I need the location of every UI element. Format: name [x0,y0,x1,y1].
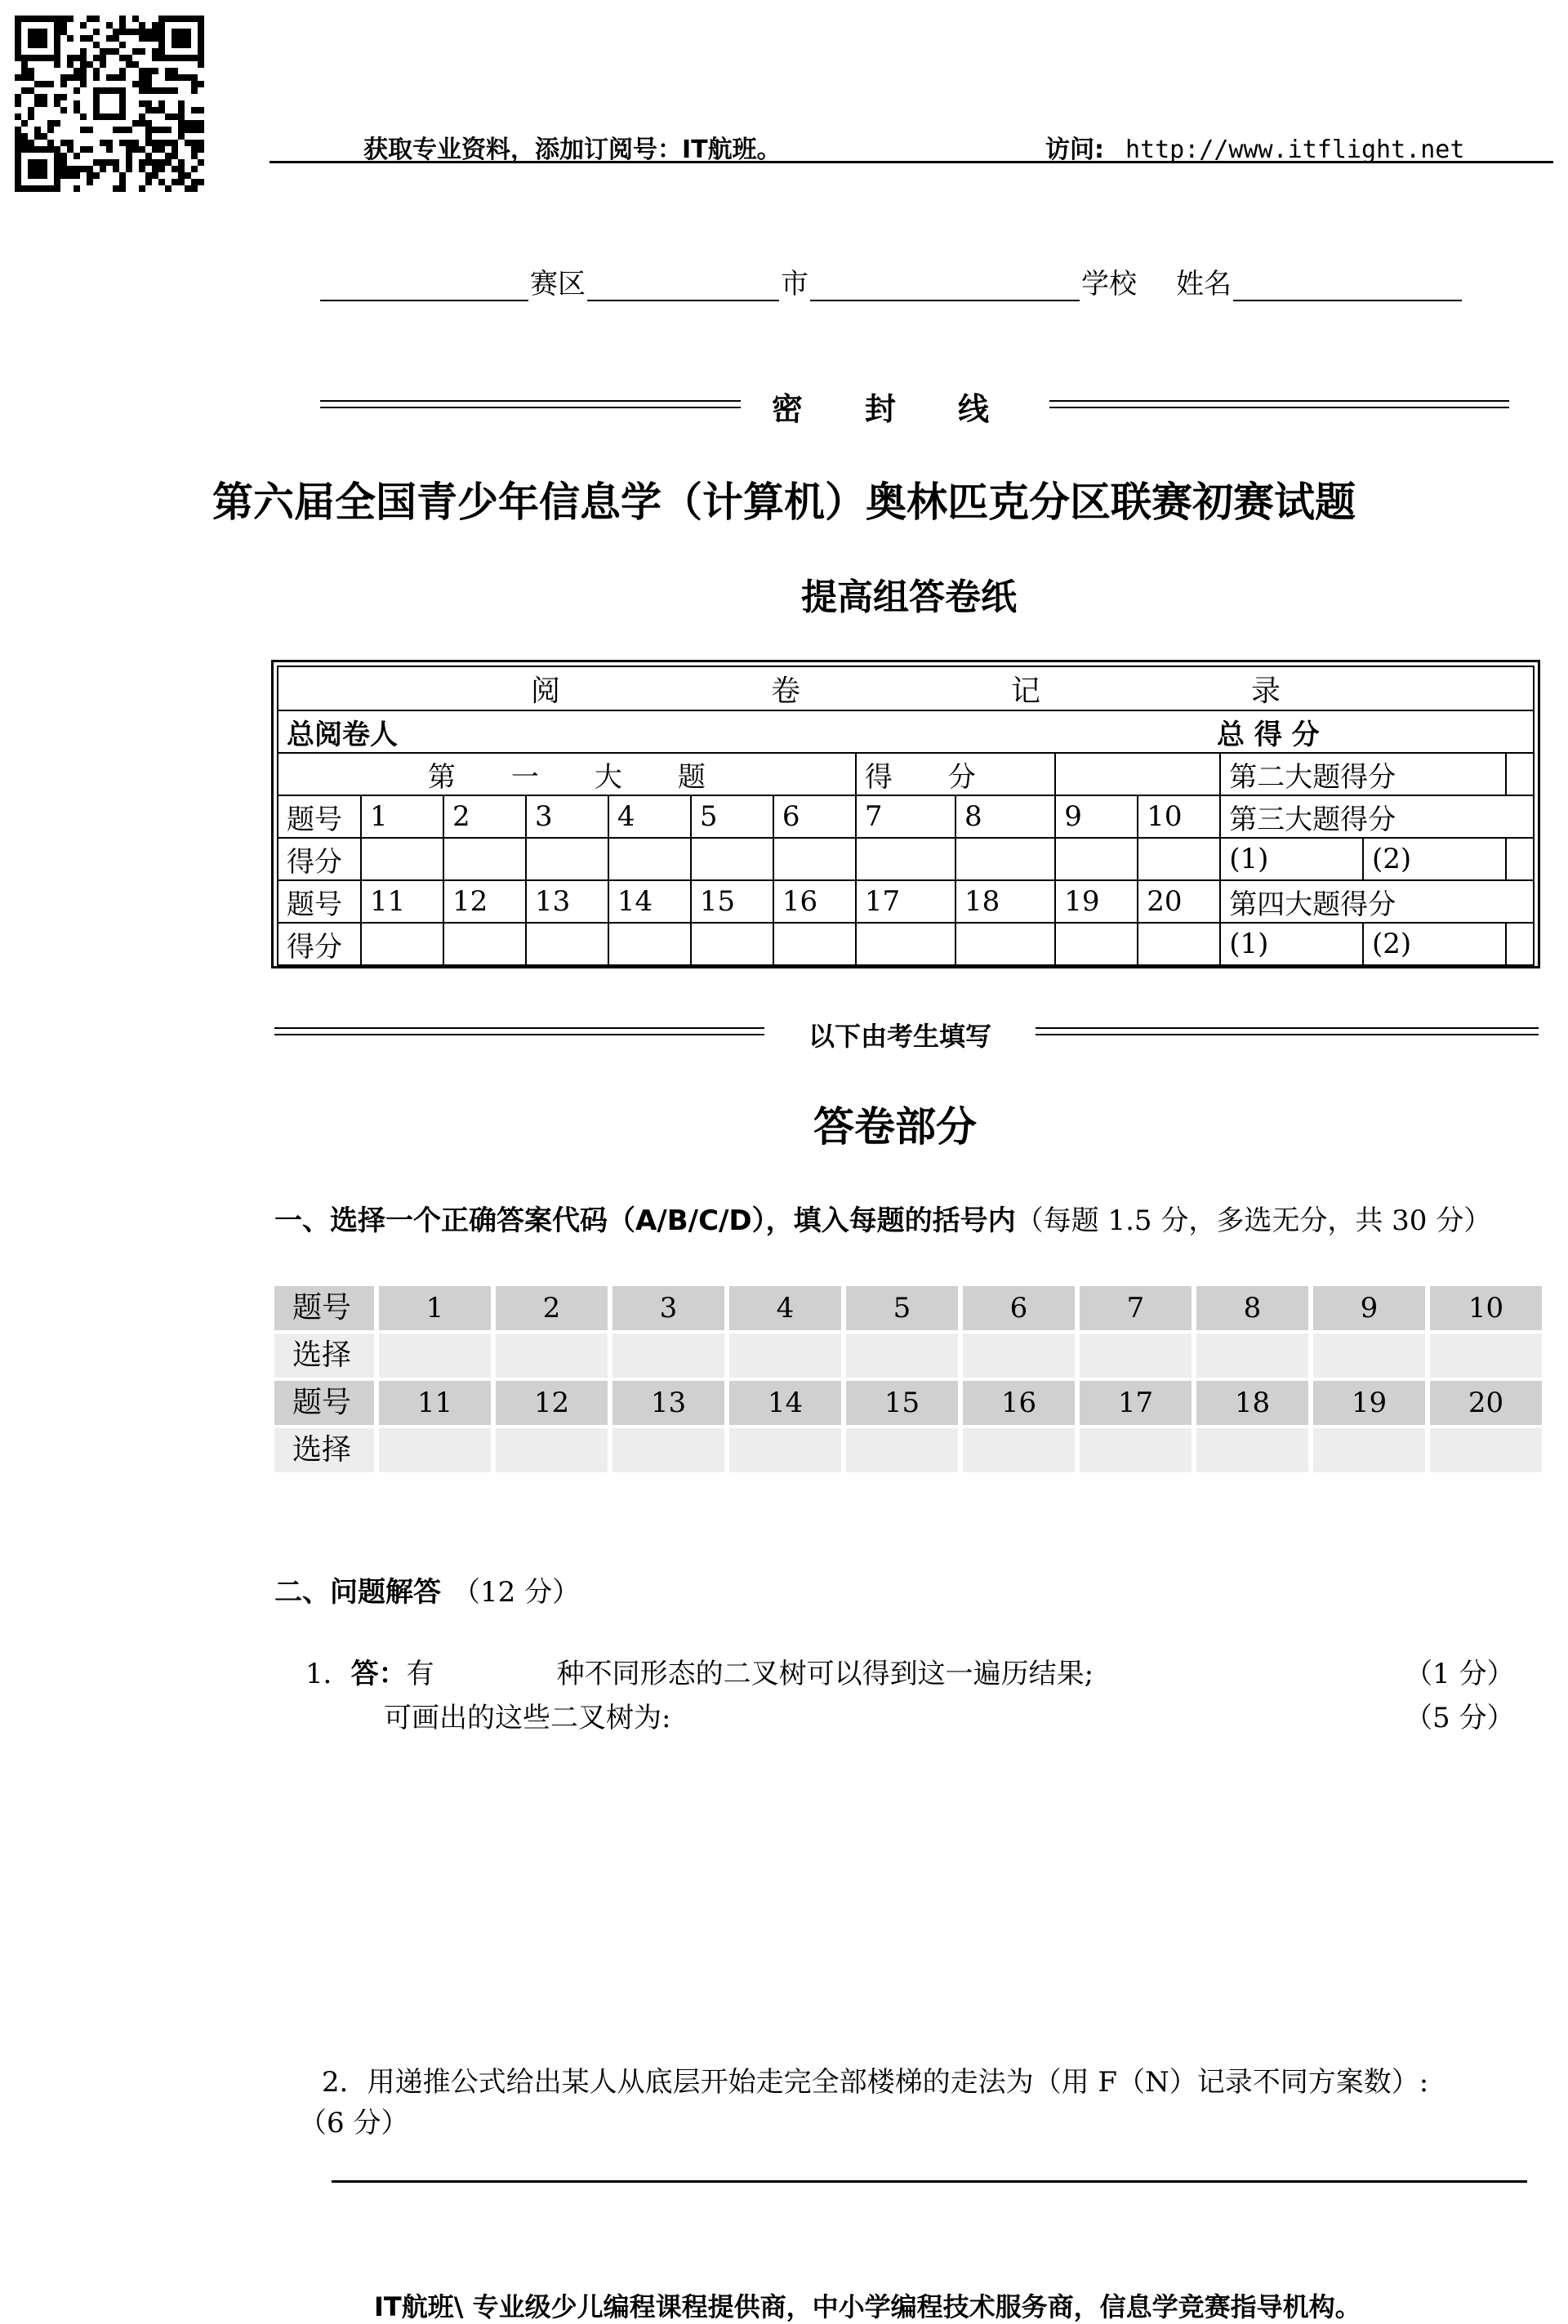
city-blank[interactable] [587,267,779,301]
record-score-cell[interactable] [1055,923,1138,965]
record-header-row [278,666,1534,710]
q-number-cell: 13 [612,1381,724,1425]
record-q-cell: 14 [608,880,691,923]
record-table-frame [271,660,1540,968]
q-number-cell: 19 [1313,1381,1425,1425]
header-rule [270,161,1553,163]
q-number-cell: 15 [846,1381,958,1425]
choice-cell[interactable] [1196,1428,1308,1472]
q2-answer-line[interactable] [332,2180,1527,2183]
visit-label: 访问: [1045,136,1104,164]
qr-code [15,15,204,193]
record-score-cell[interactable] [1138,838,1220,880]
record-score-cell[interactable] [856,838,956,880]
choice-cell[interactable] [612,1428,724,1472]
q-number-cell: 12 [496,1381,608,1425]
record-q-cell: 12 [443,880,526,923]
q-number-cell: 8 [1196,1286,1308,1330]
section1-heading [274,1198,1491,1238]
header-right [1045,129,1464,165]
choice-label: 选择 [274,1428,374,1472]
choice-cell[interactable] [1313,1333,1425,1378]
part4-label: 第四大题得分 [1220,880,1534,923]
q-number-cell: 7 [1080,1286,1192,1330]
record-q-cell: 5 [691,795,773,838]
total-score-label: 总 得 分 [1217,718,1320,751]
record-score-cell[interactable] [691,838,773,880]
record-header-4: 录 [1250,674,1281,708]
q2-text: 2．用递推公式给出某人从底层开始走完全部楼梯的走法为（用 F（N）记录不同方案数）: [322,2066,1429,2099]
record-score-cell[interactable] [956,923,1055,965]
seal-rule-right [1049,400,1509,408]
q1-text-a: 有 [406,1658,434,1690]
row-q-label: 题号 [278,880,361,923]
info-line [320,261,1462,301]
record-score-cell[interactable] [856,923,956,965]
school-blank[interactable] [810,267,1080,301]
region-blank[interactable] [320,267,528,301]
header-url[interactable]: http://www.itflight.net [1125,136,1465,164]
record-s-row-2 [278,923,1534,965]
part1-label: 第 一 大 题 [278,753,856,795]
q1-line [305,1651,1094,1691]
choice-cell[interactable] [963,1428,1075,1472]
choice-label: 选择 [274,1333,374,1378]
record-score-cell[interactable] [1138,923,1220,965]
q-number-cell: 20 [1430,1381,1542,1425]
section1-heading-rest: （每题 1.5 分，多选无分，共 30 分） [1015,1204,1492,1237]
record-q-cell: 3 [526,795,608,838]
answer-q-row-1 [274,1286,1542,1330]
fill-rule-left [274,1027,764,1035]
section2-heading-bold: 二、问题解答 [274,1576,441,1609]
part2-score-cell[interactable] [1506,753,1534,795]
q-number-cell: 1 [379,1286,491,1330]
choice-cell[interactable] [1313,1428,1425,1472]
footer-text: IT航班\ 专业级少儿编程课程提供商，中小学编程技术服务商，信息学竞赛指导机构。 [374,2291,1361,2322]
part4-sub1-label: (1) [1220,923,1363,965]
region-label: 赛区 [530,268,586,301]
choice-cell[interactable] [379,1428,491,1472]
q-number-cell: 9 [1313,1286,1425,1330]
record-q-cell: 13 [526,880,608,923]
record-score-cell[interactable] [691,923,773,965]
record-q-cell: 20 [1138,880,1220,923]
record-score-cell[interactable] [361,923,443,965]
q-number-cell: 18 [1196,1381,1308,1425]
choice-cell[interactable] [1080,1428,1192,1472]
choice-cell[interactable] [846,1333,958,1378]
section2-heading [274,1569,580,1609]
q-number-cell: 4 [729,1286,841,1330]
record-q-cell: 15 [691,880,773,923]
part3-sub1-label: (1) [1220,838,1363,880]
choice-cell[interactable] [846,1428,958,1472]
record-q-cell: 19 [1055,880,1138,923]
record-q-cell: 6 [773,795,856,838]
fill-rule-right [1036,1027,1539,1035]
part4-sub2-label: (2) [1363,923,1506,965]
choice-cell[interactable] [729,1428,841,1472]
choice-cell[interactable] [1196,1333,1308,1378]
record-score-cell[interactable] [443,838,526,880]
choice-cell[interactable] [1080,1333,1192,1378]
q-label: 题号 [274,1286,374,1330]
q-label: 题号 [274,1381,374,1425]
q1-points: （1 分） [1405,1658,1515,1690]
record-score-cell[interactable] [443,923,526,965]
seal-rule-left [320,400,741,408]
record-table [277,666,1535,966]
record-q-cell: 10 [1138,795,1220,838]
record-q-cell: 11 [361,880,443,923]
school-label: 学校 [1081,268,1137,301]
part1-score-cell[interactable] [1055,753,1220,795]
part3-sub2-label: (2) [1363,838,1506,880]
part1-score-label: 得 分 [856,753,1055,795]
record-score-cell[interactable] [773,923,856,965]
name-label: 姓名 [1176,268,1232,301]
total-reviewer-label: 总阅卷人 [287,718,398,751]
q-number-cell: 10 [1430,1286,1542,1330]
record-score-cell[interactable] [361,838,443,880]
record-q-cell: 2 [443,795,526,838]
record-header-2: 卷 [770,674,800,708]
qr-code-graphic [15,15,204,193]
q1-points2: （5 分） [1405,1702,1515,1734]
q-number-cell: 17 [1080,1381,1192,1425]
record-header-3: 记 [1010,674,1040,708]
q-number-cell: 2 [496,1286,608,1330]
choice-cell[interactable] [612,1333,724,1378]
q-number-cell: 16 [963,1381,1075,1425]
choice-cell[interactable] [496,1428,608,1472]
record-q-cell: 16 [773,880,856,923]
seal-line-label: 密 封 线 [772,391,990,427]
choice-cell[interactable] [963,1333,1075,1378]
record-q-cell: 7 [856,795,956,838]
q-number-cell: 11 [379,1381,491,1425]
record-score-cell[interactable] [1055,838,1138,880]
row-s-label: 得分 [278,838,361,880]
choice-cell[interactable] [496,1333,608,1378]
record-q-cell: 18 [956,880,1055,923]
row-s-label: 得分 [278,923,361,965]
q1-line2: 可画出的这些二叉树为: [384,1702,671,1734]
record-q-cell: 4 [608,795,691,838]
choice-cell[interactable] [1430,1428,1542,1472]
city-label: 市 [781,268,808,301]
q-number-cell: 14 [729,1381,841,1425]
exam-subtitle: 提高组答卷纸 [801,577,1017,618]
row-q-label: 题号 [278,795,361,838]
part2-label: 第二大题得分 [1220,753,1506,795]
choice-cell[interactable] [729,1333,841,1378]
record-q-cell: 8 [956,795,1055,838]
q-number-cell: 6 [963,1286,1075,1330]
part3-label: 第三大题得分 [1220,795,1534,838]
record-score-cell[interactable] [526,923,608,965]
q1-answer-label: 答： [350,1658,407,1690]
candidate-fill-label: 以下由考生填写 [808,1021,992,1052]
record-header-1: 阅 [530,674,560,708]
section2-heading-rest: （12 分） [452,1576,581,1609]
choice-cell[interactable] [379,1333,491,1378]
answer-section-title: 答卷部分 [813,1103,977,1151]
record-q-cell: 17 [856,880,956,923]
record-score-cell[interactable] [608,838,691,880]
record-q-cell: 9 [1055,795,1138,838]
part4-sub2-cell[interactable] [1506,923,1534,965]
answer-choice-row-1 [274,1333,1542,1378]
record-score-cell[interactable] [608,923,691,965]
record-score-cell[interactable] [773,838,856,880]
part3-sub2-cell[interactable] [1506,838,1534,880]
q-number-cell: 3 [612,1286,724,1330]
record-score-cell[interactable] [956,838,1055,880]
exam-title: 第六届全国青少年信息学（计算机）奥林匹克分区联赛初赛试题 [212,478,1356,526]
name-blank[interactable] [1233,267,1462,301]
record-score-cell[interactable] [526,838,608,880]
q2-points: （6 分） [299,2107,409,2139]
record-q-cell: 1 [361,795,443,838]
q1-number: 1． [305,1658,351,1690]
header-left-text: 获取专业资料，添加订阅号：IT航班。 [363,136,782,164]
section1-heading-bold: 一、选择一个正确答案代码（A/B/C/D），填入每题的括号内 [274,1204,1016,1237]
record-q-row-2 [278,880,1534,923]
q-number-cell: 5 [846,1286,958,1330]
answer-choice-row-2 [274,1428,1542,1472]
answer-q-row-2 [274,1381,1542,1425]
answer-grid [274,1286,1542,1476]
record-total-row [278,710,1534,753]
q1-text-b: 种不同形态的二叉树可以得到这一遍历结果; [556,1658,1094,1690]
choice-cell[interactable] [1430,1333,1542,1378]
record-s-row-1 [278,838,1534,880]
record-q-row-1 [278,795,1534,838]
